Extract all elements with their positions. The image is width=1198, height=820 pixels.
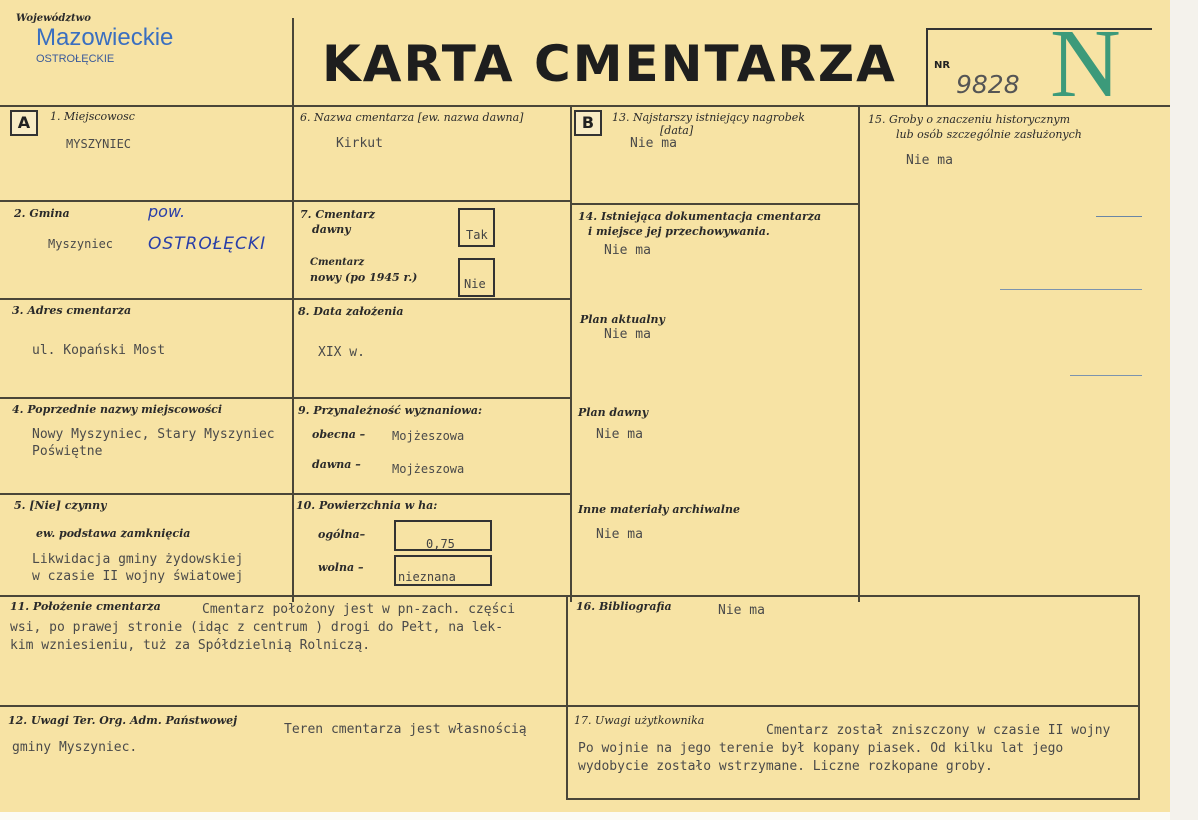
county-handwritten-label: pow.: [148, 202, 186, 221]
total-area-label: ogólna–: [318, 528, 366, 541]
commune-label: 2. Gmina: [14, 207, 70, 220]
user-notes-label: 17. Uwagi użytkownika: [574, 714, 705, 727]
oldest-tombstone-label: 13. Najstarszy istniejący nagrobek: [612, 111, 805, 124]
historic-graves-sublabel: lub osób szczególnie zasłużonych: [896, 128, 1082, 141]
free-area-label: wolna –: [318, 561, 364, 574]
scan-edge: [1170, 0, 1198, 820]
cemetery-name-label: 6. Nazwa cmentarza [ew. nazwa dawna]: [300, 111, 524, 124]
address-value: ul. Kopański Most: [32, 343, 166, 358]
old-cemetery-label: 7. Cmentarz: [300, 208, 375, 221]
historic-graves-label: 15. Groby o znaczeniu historycznym: [868, 113, 1071, 126]
state-admin-notes-value-1: Teren cmentarza jest własnością: [284, 722, 527, 737]
divider: [858, 105, 860, 602]
denomination-former-label: dawna –: [312, 458, 361, 471]
voivodeship-label: Województwo: [16, 13, 91, 24]
current-plan-label: Plan aktualny: [580, 313, 665, 326]
denomination-current-value: Mojżeszowa: [392, 429, 465, 443]
documentation-label: 14. Istniejąca dokumentacja cmentarza: [578, 210, 822, 223]
other-materials-value: Nie ma: [596, 527, 643, 542]
free-area-value: nieznana: [398, 570, 456, 584]
locality-value: MYSZYNIEC: [66, 137, 132, 151]
section-b-marker: B: [574, 110, 602, 136]
former-names-value-2: Poświętne: [32, 444, 103, 459]
divider: [0, 397, 570, 399]
cemetery-name-value: Kirkut: [336, 136, 383, 151]
n-stamp: N: [1050, 10, 1121, 118]
location-label: 11. Położenie cmentarza: [10, 600, 161, 613]
section-a-marker: A: [10, 110, 38, 136]
closure-basis-value-1: Likwidacja gminy żydowskiej: [32, 552, 244, 567]
state-admin-notes-value-2: gminy Myszyniec.: [12, 740, 138, 755]
closure-basis-label: ew. podstawa zamknięcia: [36, 527, 191, 540]
old-plan-label: Plan dawny: [578, 406, 649, 419]
founding-date-label: 8. Data założenia: [298, 305, 404, 318]
divider: [566, 595, 568, 800]
area-label: 10. Powierzchnia w ha:: [296, 499, 438, 512]
old-plan-value: Nie ma: [596, 427, 643, 442]
location-value-1: Cmentarz położony jest w pn-zach. części: [202, 602, 516, 617]
divider: [0, 493, 570, 495]
documentation-sublabel: i miejsce jej przechowywania.: [588, 225, 770, 238]
divider: [566, 798, 1140, 800]
divider: [570, 105, 572, 602]
other-materials-label: Inne materiały archiwalne: [578, 503, 740, 516]
locality-label: 1. Miejscowosc: [50, 110, 135, 123]
divider: [1138, 595, 1140, 800]
new-cemetery-label: Cmentarz: [310, 257, 365, 268]
divider: [570, 203, 858, 205]
location-value-3: kim wzniesieniu, tuż za Spółdzielnią Rolniczą.: [10, 638, 371, 653]
oldest-tombstone-value: Nie ma: [630, 136, 677, 151]
county-handwritten-value: OSTROŁĘCKI: [148, 234, 267, 254]
active-status-label: 5. [Nie] czynny: [14, 499, 107, 512]
user-notes-value-2: Po wojnie na jego terenie był kopany piasek. Od kilku lat jego: [578, 741, 1064, 756]
state-admin-notes-label: 12. Uwagi Ter. Org. Adm. Państwowej: [8, 714, 238, 727]
denomination-label: 9. Przynależność wyznaniowa:: [298, 404, 483, 417]
divider: [0, 200, 570, 202]
pencil-mark: [1000, 289, 1142, 290]
divider: [0, 298, 570, 300]
location-value-2: wsi, po prawej stronie (idąc z centrum ) drogi do Pełt, na lek-: [10, 620, 504, 635]
denomination-former-value: Mojżeszowa: [392, 462, 465, 476]
address-label: 3. Adres cmentarza: [12, 304, 132, 317]
new-cemetery-sublabel: nowy (po 1945 r.): [310, 271, 418, 284]
total-area-value: 0,75: [426, 537, 455, 551]
number-label: NR: [934, 60, 951, 71]
oldest-tombstone-sublabel: [data]: [660, 124, 694, 137]
old-cemetery-value: Tak: [466, 228, 488, 242]
bibliography-label: 16. Bibliografia: [576, 600, 672, 613]
card-title: KARTA CMENTARZA: [322, 35, 897, 93]
bibliography-value: Nie ma: [718, 603, 765, 618]
commune-value: Myszyniec: [48, 237, 114, 251]
pencil-mark: [1070, 375, 1142, 376]
user-notes-value-3: wydobycie zostało wstrzymane. Liczne rozkopane groby.: [578, 759, 993, 774]
founding-date-value: XIX w.: [318, 345, 365, 360]
registry-number: 9828: [956, 70, 1020, 99]
voivodeship-stamp: Mazowieckie: [36, 24, 174, 51]
former-names-label: 4. Poprzednie nazwy miejscowości: [12, 403, 223, 416]
pencil-mark: [1096, 216, 1142, 217]
user-notes-value-1: Cmentarz został zniszczony w czasie II wojny: [766, 723, 1111, 738]
region-stamp: OSTROŁĘCKIE: [36, 53, 115, 65]
closure-basis-value-2: w czasie II wojny światowej: [32, 569, 244, 584]
new-cemetery-value: Nie: [464, 277, 486, 291]
divider: [0, 595, 1140, 597]
former-names-value-1: Nowy Myszyniec, Stary Myszyniec: [32, 427, 275, 442]
historic-graves-value: Nie ma: [906, 153, 953, 168]
denomination-current-label: obecna –: [312, 428, 366, 441]
current-plan-value: Nie ma: [604, 327, 651, 342]
old-cemetery-sublabel: dawny: [312, 223, 351, 236]
divider: [0, 705, 1140, 707]
documentation-value: Nie ma: [604, 243, 651, 258]
